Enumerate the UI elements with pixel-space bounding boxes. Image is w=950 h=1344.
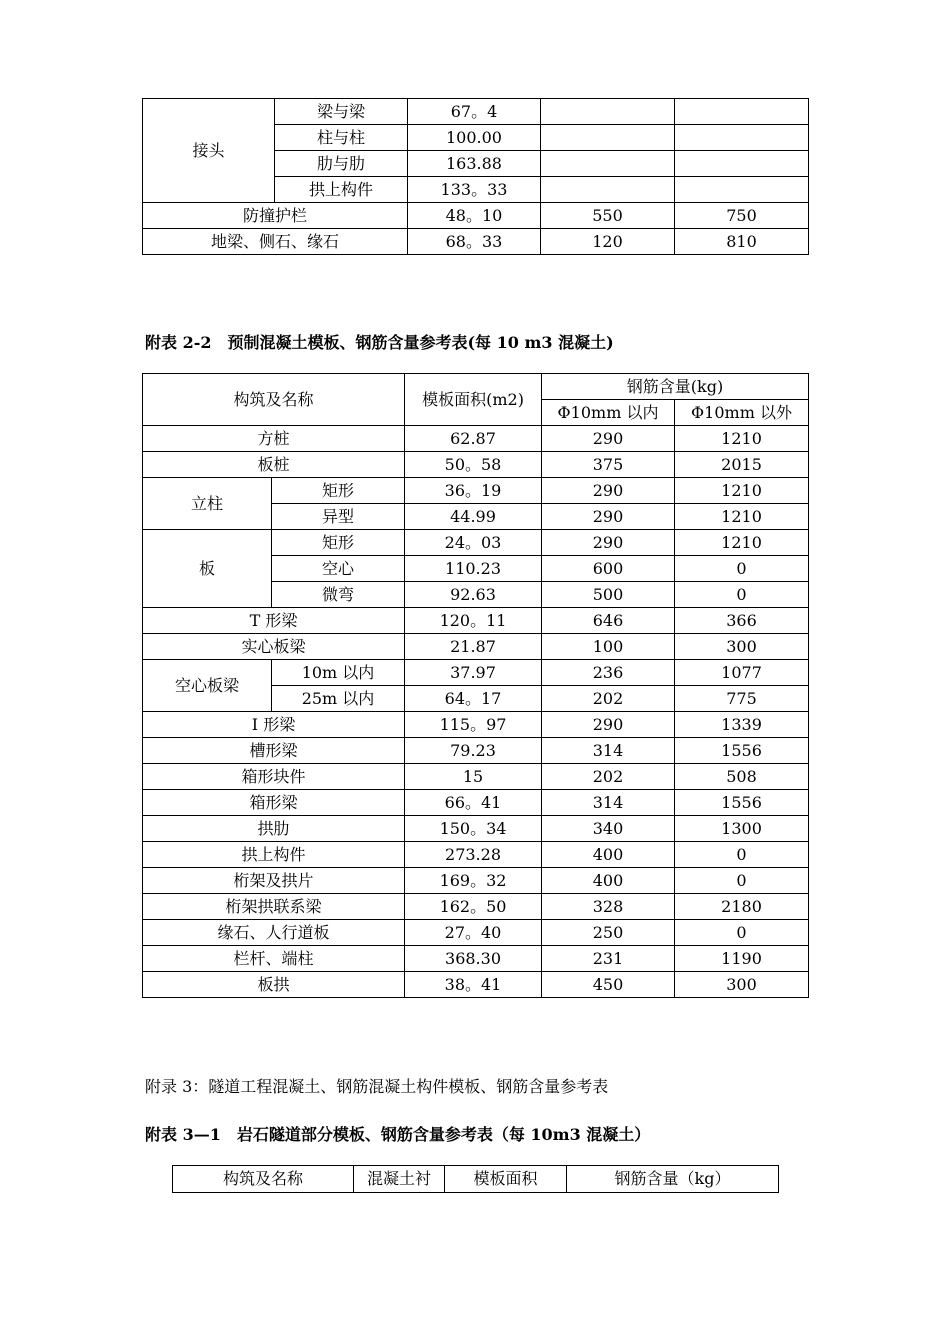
- cell-gt10: 810: [675, 229, 809, 255]
- header-steel: 钢筋含量(kg): [542, 374, 809, 400]
- table-row: [143, 530, 809, 556]
- cell-name: 拱上构件: [143, 842, 405, 868]
- cell-gt10: [675, 99, 809, 125]
- cell-gt10: 1210: [675, 530, 809, 556]
- group-label: 板: [143, 530, 272, 608]
- table-row: [143, 764, 809, 790]
- cell-name: 拱上构件: [275, 177, 408, 203]
- cell-lt10: 375: [542, 452, 675, 478]
- table-row: [143, 894, 809, 920]
- cell-lt10: 290: [542, 504, 675, 530]
- table-row: [143, 478, 809, 504]
- cell-area: 67。4: [408, 99, 541, 125]
- cell-name: I 形梁: [143, 712, 405, 738]
- cell-gt10: 1210: [675, 426, 809, 452]
- cell-lt10: [541, 99, 675, 125]
- cell-name: 拱肋: [143, 816, 405, 842]
- cell-area: 21.87: [405, 634, 542, 660]
- table-row: [143, 842, 809, 868]
- table-2-2: [142, 373, 809, 998]
- cell-gt10: 2015: [675, 452, 809, 478]
- cell-gt10: 0: [675, 920, 809, 946]
- table-row: [143, 203, 809, 229]
- cell-gt10: 1210: [675, 504, 809, 530]
- cell-gt10: 366: [675, 608, 809, 634]
- appendix3-title: 附录 3：隧道工程混凝土、钢筋混凝土构件模板、钢筋含量参考表: [145, 1077, 609, 1096]
- cell-area: 92.63: [405, 582, 542, 608]
- table-row: [143, 452, 809, 478]
- cell-name: 空心: [272, 556, 405, 582]
- cell-name: T 形梁: [143, 608, 405, 634]
- cell-lt10: 400: [542, 868, 675, 894]
- cell-area: 163.88: [408, 151, 541, 177]
- header-row: [143, 374, 809, 400]
- cell-lt10: [541, 125, 675, 151]
- table-continued: [142, 98, 809, 255]
- header-area: 模板面积(m2): [405, 374, 542, 426]
- table-row: [143, 99, 809, 125]
- cell-name: 桁架拱联系梁: [143, 894, 405, 920]
- cell-area: 15: [405, 764, 542, 790]
- cell-area: 66。41: [405, 790, 542, 816]
- table-row: [143, 946, 809, 972]
- cell-gt10: [675, 125, 809, 151]
- cell-area: 62.87: [405, 426, 542, 452]
- cell-area: 169。32: [405, 868, 542, 894]
- cell-lt10: 202: [542, 686, 675, 712]
- header-concrete: 混凝土衬: [354, 1166, 445, 1193]
- cell-name: 板拱: [143, 972, 405, 998]
- table-row: [143, 712, 809, 738]
- table-row: [143, 868, 809, 894]
- cell-name: 缘石、人行道板: [143, 920, 405, 946]
- cell-gt10: 508: [675, 764, 809, 790]
- cell-lt10: 290: [542, 530, 675, 556]
- cell-area: 162。50: [405, 894, 542, 920]
- table-row: [143, 229, 809, 255]
- header-row: [173, 1166, 779, 1193]
- cell-area: 68。33: [408, 229, 541, 255]
- cell-gt10: 1190: [675, 946, 809, 972]
- table-row: [143, 738, 809, 764]
- table-row: [143, 790, 809, 816]
- cell-lt10: 290: [542, 478, 675, 504]
- cell-lt10: 314: [542, 738, 675, 764]
- cell-gt10: 300: [675, 972, 809, 998]
- header-gt10: Φ10mm 以外: [675, 400, 809, 426]
- cell-name: 矩形: [272, 530, 405, 556]
- table-row: [143, 816, 809, 842]
- cell-area: 120。11: [405, 608, 542, 634]
- cell-name: 防撞护栏: [143, 203, 408, 229]
- cell-name: 微弯: [272, 582, 405, 608]
- cell-gt10: 0: [675, 842, 809, 868]
- table-row: [143, 426, 809, 452]
- cell-lt10: 314: [542, 790, 675, 816]
- cell-gt10: 0: [675, 868, 809, 894]
- cell-gt10: 1210: [675, 478, 809, 504]
- header-steel: 钢筋含量（kg）: [567, 1166, 779, 1193]
- cell-name: 栏杆、端柱: [143, 946, 405, 972]
- cell-name: 槽形梁: [143, 738, 405, 764]
- cell-area: 27。40: [405, 920, 542, 946]
- cell-gt10: 0: [675, 556, 809, 582]
- cell-area: 79.23: [405, 738, 542, 764]
- cell-gt10: 300: [675, 634, 809, 660]
- cell-lt10: 100: [542, 634, 675, 660]
- group-label: 空心板梁: [143, 660, 272, 712]
- header-lt10: Φ10mm 以内: [542, 400, 675, 426]
- cell-area: 115。97: [405, 712, 542, 738]
- cell-lt10: 328: [542, 894, 675, 920]
- cell-lt10: 500: [542, 582, 675, 608]
- cell-area: 273.28: [405, 842, 542, 868]
- cell-gt10: 750: [675, 203, 809, 229]
- table-row: [143, 920, 809, 946]
- header-area: 模板面积: [445, 1166, 567, 1193]
- cell-name: 异型: [272, 504, 405, 530]
- cell-gt10: 775: [675, 686, 809, 712]
- cell-name: 方桩: [143, 426, 405, 452]
- cell-name: 梁与梁: [275, 99, 408, 125]
- cell-area: 36。19: [405, 478, 542, 504]
- cell-lt10: 400: [542, 842, 675, 868]
- cell-lt10: 202: [542, 764, 675, 790]
- cell-lt10: 120: [541, 229, 675, 255]
- cell-lt10: [541, 177, 675, 203]
- cell-name: 桁架及拱片: [143, 868, 405, 894]
- cell-gt10: [675, 177, 809, 203]
- table2-title: 附表 2-2 预制混凝土模板、钢筋含量参考表(每 10 m3 混凝土): [145, 333, 614, 352]
- header-name: 构筑及名称: [143, 374, 405, 426]
- table3-title: 附表 3—1 岩石隧道部分模板、钢筋含量参考表（每 10m3 混凝土）: [145, 1125, 651, 1144]
- cell-lt10: 600: [542, 556, 675, 582]
- cell-name: 实心板梁: [143, 634, 405, 660]
- cell-lt10: [541, 151, 675, 177]
- cell-gt10: 1556: [675, 738, 809, 764]
- cell-area: 24。03: [405, 530, 542, 556]
- table-row: [143, 608, 809, 634]
- cell-gt10: 0: [675, 582, 809, 608]
- cell-name: 25m 以内: [272, 686, 405, 712]
- cell-lt10: 290: [542, 426, 675, 452]
- table-3-1: [172, 1165, 779, 1193]
- cell-name: 箱形块件: [143, 764, 405, 790]
- cell-area: 48。10: [408, 203, 541, 229]
- joint-group-label: 接头: [143, 99, 275, 203]
- cell-area: 44.99: [405, 504, 542, 530]
- cell-area: 100.00: [408, 125, 541, 151]
- cell-lt10: 236: [542, 660, 675, 686]
- cell-lt10: 646: [542, 608, 675, 634]
- cell-area: 133。33: [408, 177, 541, 203]
- cell-lt10: 340: [542, 816, 675, 842]
- cell-area: 110.23: [405, 556, 542, 582]
- cell-gt10: 1556: [675, 790, 809, 816]
- cell-name: 10m 以内: [272, 660, 405, 686]
- cell-lt10: 550: [541, 203, 675, 229]
- cell-gt10: 1077: [675, 660, 809, 686]
- cell-name: 矩形: [272, 478, 405, 504]
- table-row: [143, 634, 809, 660]
- cell-gt10: [675, 151, 809, 177]
- cell-name: 柱与柱: [275, 125, 408, 151]
- cell-area: 50。58: [405, 452, 542, 478]
- cell-area: 38。41: [405, 972, 542, 998]
- cell-gt10: 1300: [675, 816, 809, 842]
- cell-lt10: 231: [542, 946, 675, 972]
- table-row: [143, 972, 809, 998]
- cell-name: 肋与肋: [275, 151, 408, 177]
- cell-gt10: 1339: [675, 712, 809, 738]
- cell-lt10: 450: [542, 972, 675, 998]
- group-label: 立柱: [143, 478, 272, 530]
- table-row: [143, 660, 809, 686]
- cell-area: 64。17: [405, 686, 542, 712]
- cell-lt10: 290: [542, 712, 675, 738]
- header-name: 构筑及名称: [173, 1166, 354, 1193]
- cell-lt10: 250: [542, 920, 675, 946]
- cell-name: 地梁、侧石、缘石: [143, 229, 408, 255]
- cell-area: 150。34: [405, 816, 542, 842]
- cell-name: 板桩: [143, 452, 405, 478]
- cell-area: 368.30: [405, 946, 542, 972]
- cell-area: 37.97: [405, 660, 542, 686]
- cell-gt10: 2180: [675, 894, 809, 920]
- cell-name: 箱形梁: [143, 790, 405, 816]
